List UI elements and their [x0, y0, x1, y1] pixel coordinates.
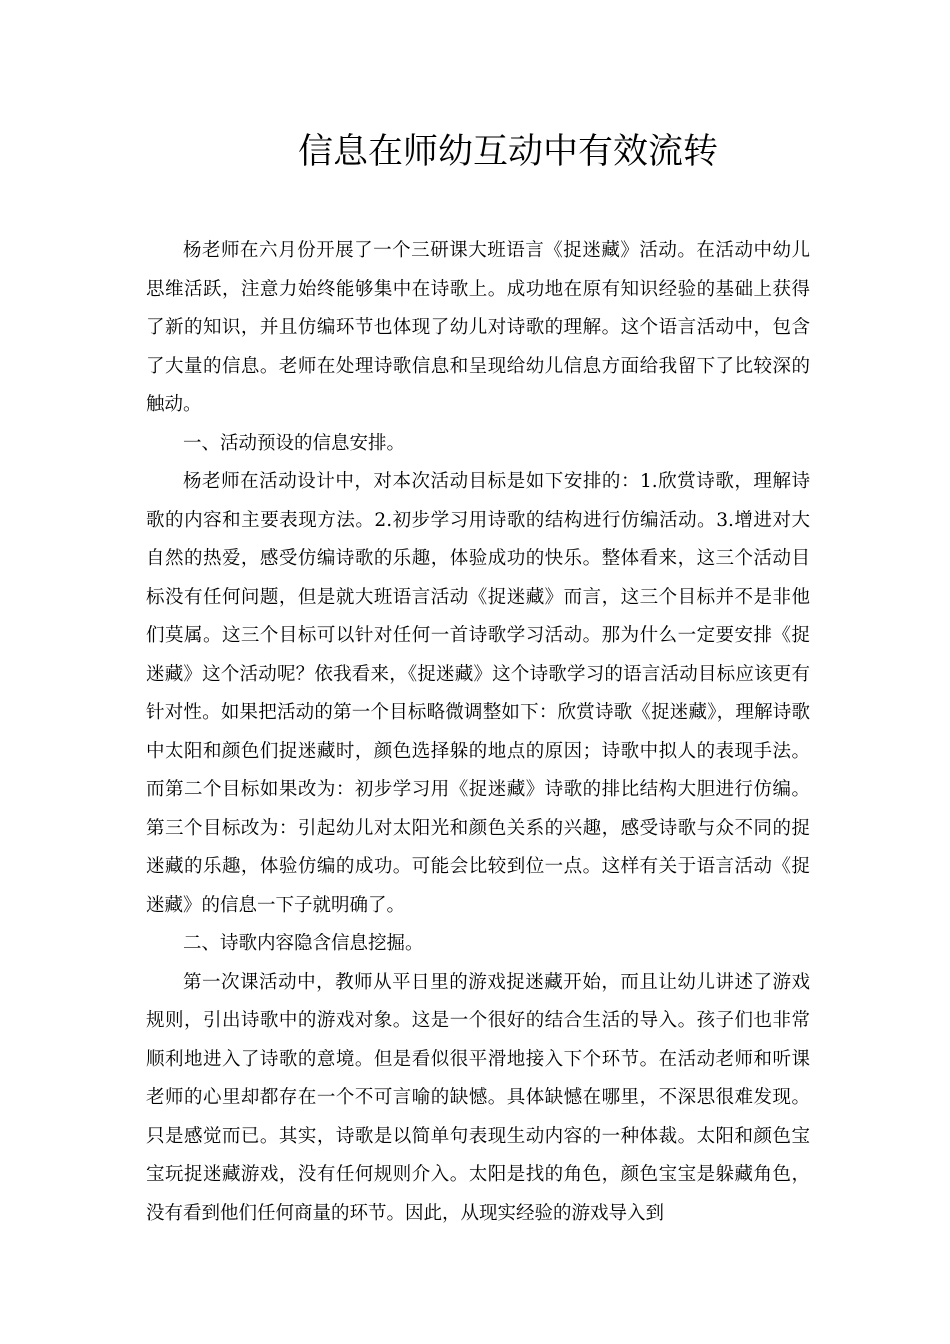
document-title: 信息在师幼互动中有效流转	[297, 132, 718, 172]
paragraph-intro: 杨老师在六月份开展了一个三研课大班语言《捉迷藏》活动。在活动中幼儿思维活跃，注意力始终能够集中在诗歌上。成功地在原有知识经验的基础上获得了新的知识，并且仿编环节也体现了幼儿对诗歌的理解。这个语言活动中，包含了大量的信息。老师在处理诗歌信息和呈现给幼儿信息方面给我留下了比较深的触动。	[146, 240, 810, 415]
document-body	[146, 232, 810, 1233]
paragraph-objectives: 杨老师在活动设计中，对本次活动目标是如下安排的：1.欣赏诗歌，理解诗歌的内容和主要表现方法。2.初步学习用诗歌的结构进行仿编活动。3.增进对大自然的热爱，感受仿编诗歌的乐趣，体验成功的快乐。整体看来，这三个活动目标没有任何问题，但是就大班语言活动《捉迷藏》而言，这三个目标并不是非他们莫属。这三个目标可以针对任何一首诗歌学习活动。那为什么一定要安排《捉迷藏》这个活动呢？依我看来，《捉迷藏》这个诗歌学习的语言活动目标应该更有针对性。如果把活动的第一个目标略微调整如下：欣赏诗歌《捉迷藏》，理解诗歌中太阳和颜色们捉迷藏时，颜色选择躲的地点的原因；诗歌中拟人的表现手法。而第二个目标如果改为：初步学习用《捉迷藏》诗歌的排比结构大胆进行仿编。第三个目标改为：引起幼儿对太阳光和颜色关系的兴趣，感受诗歌与众不同的捉迷藏的乐趣，体验仿编的成功。可能会比较到位一点。这样有关于语言活动《捉迷藏》的信息一下子就明确了。	[146, 471, 810, 916]
paragraph-poem-content: 第一次课活动中，教师从平日里的游戏捉迷藏开始，而且让幼儿讲述了游戏规则，引出诗歌中的游戏对象。这是一个很好的结合生活的导入。孩子们也非常顺利地进入了诗歌的意境。但是看似很平滑地接入下个环节。在活动老师和听课老师的心里却都存在一个不可言喻的缺憾。具体缺憾在哪里，不深思很难发现。只是感觉而已。其实，诗歌是以简单句表现生动内容的一种体裁。太阳和颜色宝宝玩捉迷藏游戏，没有任何规则介入。太阳是找的角色，颜色宝宝是躲藏角色，没有看到他们任何商量的环节。因此，从现实经验的游戏导入到	[146, 971, 810, 1224]
section-heading-1: 一、活动预设的信息安排。	[183, 432, 406, 454]
section-heading-2: 二、诗歌内容隐含信息挖掘。	[183, 933, 424, 954]
